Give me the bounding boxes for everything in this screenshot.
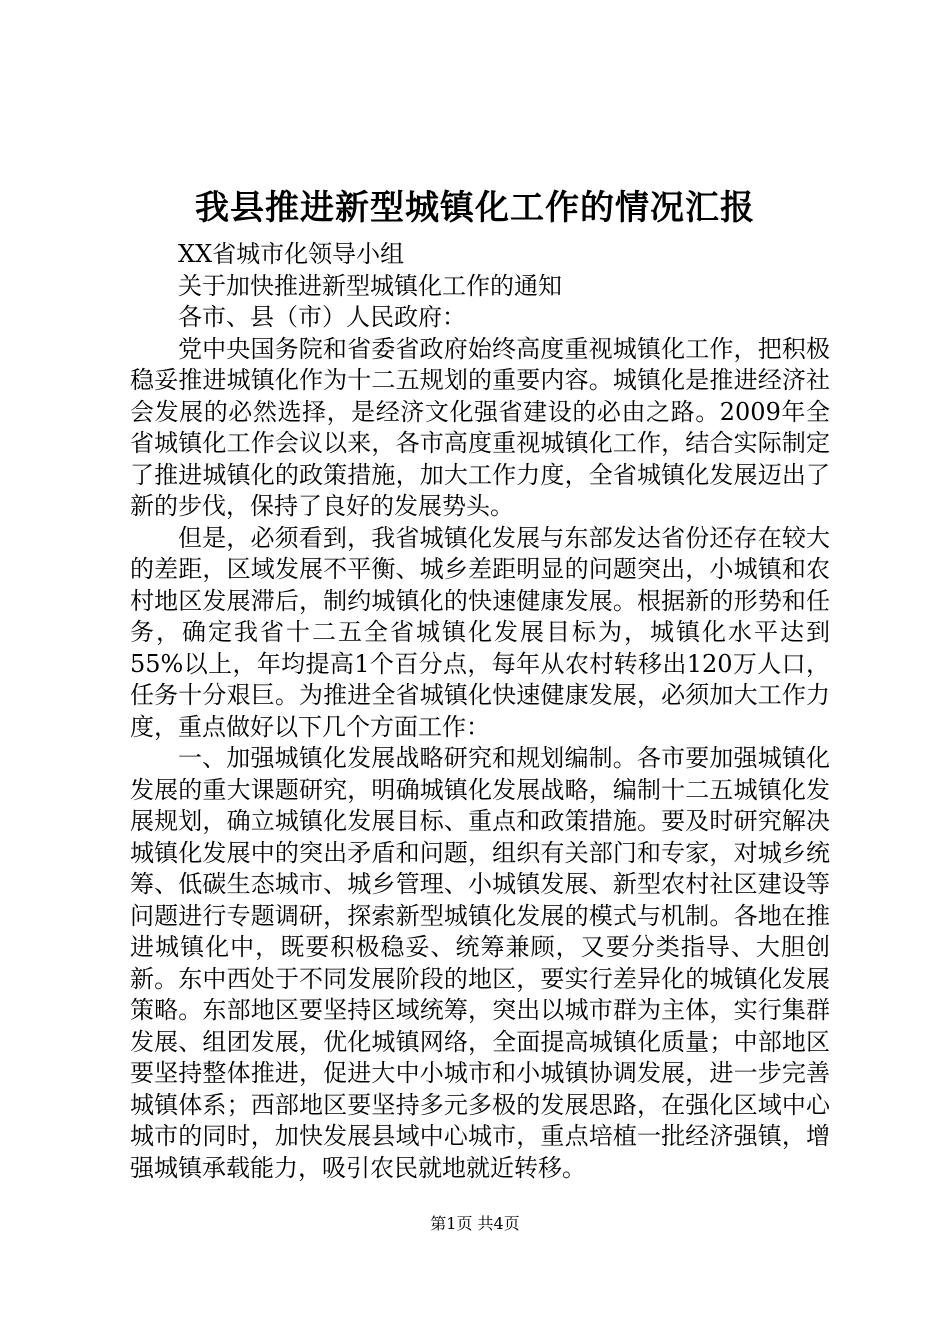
- paragraph-strategy: 一、加强城镇化发展战略研究和规划编制。各市要加强城镇化发展的重大课题研究，明确城镇化发展战略，编制十二五城镇化发展规划，确立城镇化发展目标、重点和政策措施。要及时研究解决城镇化发展中的突出矛盾和问题，组织有关部门和专家，对城乡统筹、低碳生态城市、城乡管理、小城镇发展、新型农村社区建设等问题进行专题调研，探索新型城镇化发展的模式与机制。各地在推进城镇化中，既要积极稳妥、统筹兼顾，又要分类指导、大胆创新。东中西处于不同发展阶段的地区，要实行差异化的城镇化发展策略。东部地区要坚持区域统筹，突出以城市群为主体，实行集群发展、组团发展，优化城镇网络，全面提高城镇化质量；中部地区要坚持整体推进，促进大中小城市和小城镇协调发展，进一步完善城镇体系；西部地区要坚持多元多极的发展思路，在强化区域中心城市的同时，加快发展县域中心城市，重点培植一批经济强镇，增强城镇承载能力，吸引农民就地就近转移。: [130, 744, 830, 1182]
- paragraph-challenges: 但是，必须看到，我省城镇化发展与东部发达省份还存在较大的差距，区域发展不平衡、城乡差距明显的问题突出，小城镇和农村地区发展滞后，制约城镇化的快速健康发展。根据新的形势和任务，确定我省十二五全省城镇化发展目标为，城镇化水平达到55%以上，年均提高1个百分点，每年从农村转移出120万人口，任务十分艰巨。为推进全省城镇化快速健康发展，必须加大工作力度，重点做好以下几个方面工作：: [130, 523, 830, 741]
- document-title: 我县推进新型城镇化工作的情况汇报: [195, 188, 755, 228]
- paragraph-intro: 党中央国务院和省委省政府始终高度重视城镇化工作，把积极稳妥推进城镇化作为十二五规划的重要内容。城镇化是推进经济社会发展的必然选择，是经济文化强省建设的必由之路。2009年全省城镇化工作会议以来，各市高度重视城镇化工作，结合实际制定了推进城镇化的政策措施，加大工作力度，全省城镇化发展迈出了新的步伐，保持了良好的发展势头。: [130, 334, 830, 520]
- header-line-issuer: XX省城市化领导小组: [178, 240, 405, 268]
- header-line-addressee: 各市、县（市）人民政府：: [178, 303, 466, 331]
- document-body: [130, 239, 830, 1184]
- page-number-footer: 第1页 共4页: [430, 1214, 520, 1233]
- header-line-notice-title: 关于加快推进新型城镇化工作的通知: [178, 271, 562, 300]
